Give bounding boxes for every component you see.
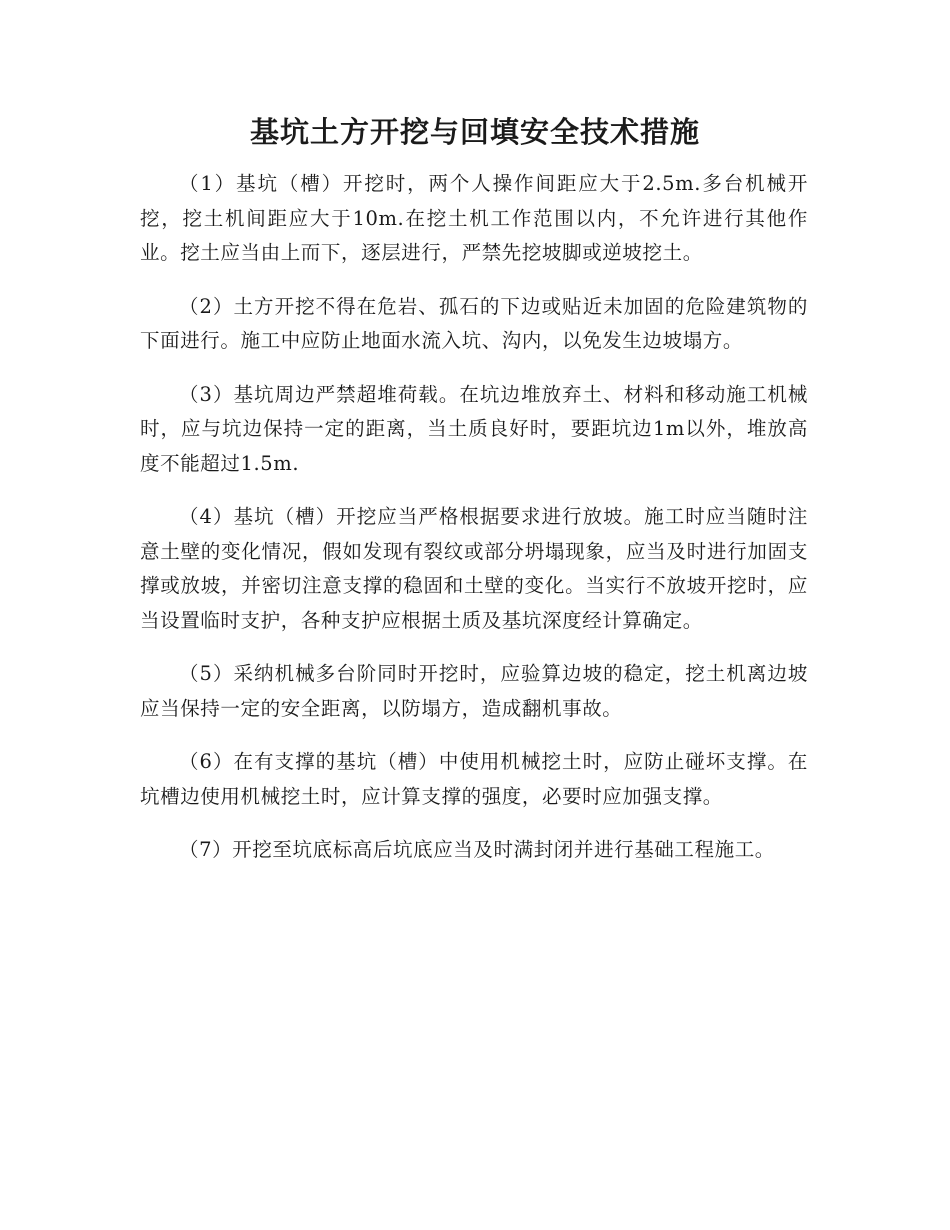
paragraph-5: （5）采纳机械多台阶同时开挖时，应验算边坡的稳定，挖土机离边坡应当保持一定的安全距离，以防塌方，造成翻机事故。: [140, 662, 808, 720]
paragraph-7: （7）开挖至坑底标高后坑底应当及时满封闭并进行基础工程施工。: [179, 838, 775, 861]
document-title: 基坑土方开挖与回填安全技术措施: [249, 115, 700, 149]
paragraph-6: （6）在有支撑的基坑（槽）中使用机械挖土时，应防止碰坏支撑。在坑槽边使用机械挖土时，应计算支撑的强度，必要时应加强支撑。: [140, 750, 808, 808]
paragraph-2: （2）土方开挖不得在危岩、孤石的下边或贴近未加固的危险建筑物的下面进行。施工中应防止地面水流入坑、沟内，以免发生边坡塌方。: [140, 294, 808, 352]
paragraph-3: （3）基坑周边严禁超堆荷载。在坑边堆放弃土、材料和移动施工机械时，应与坑边保持一定的距离，当土质良好时，要距坑边1m以外，堆放高度不能超过1.5m.: [140, 382, 808, 475]
document-body: [140, 167, 808, 887]
paragraph-1: （1）基坑（槽）开挖时，两个人操作间距应大于2.5m.多台机械开挖，挖土机间距应大于10m.在挖土机工作范围以内，不允许进行其他作业。挖土应当由上而下，逐层进行，严禁先挖坡脚或逆坡挖土。: [140, 172, 808, 264]
paragraph-4: （4）基坑（槽）开挖应当严格根据要求进行放坡。施工时应当随时注意土壁的变化情况，假如发现有裂纹或部分坍塌现象，应当及时进行加固支撑或放坡，并密切注意支撑的稳固和土壁的变化。当实行不放坡开挖时，应当设置临时支护，各种支护应根据土质及基坑深度经计算确定。: [140, 505, 808, 632]
